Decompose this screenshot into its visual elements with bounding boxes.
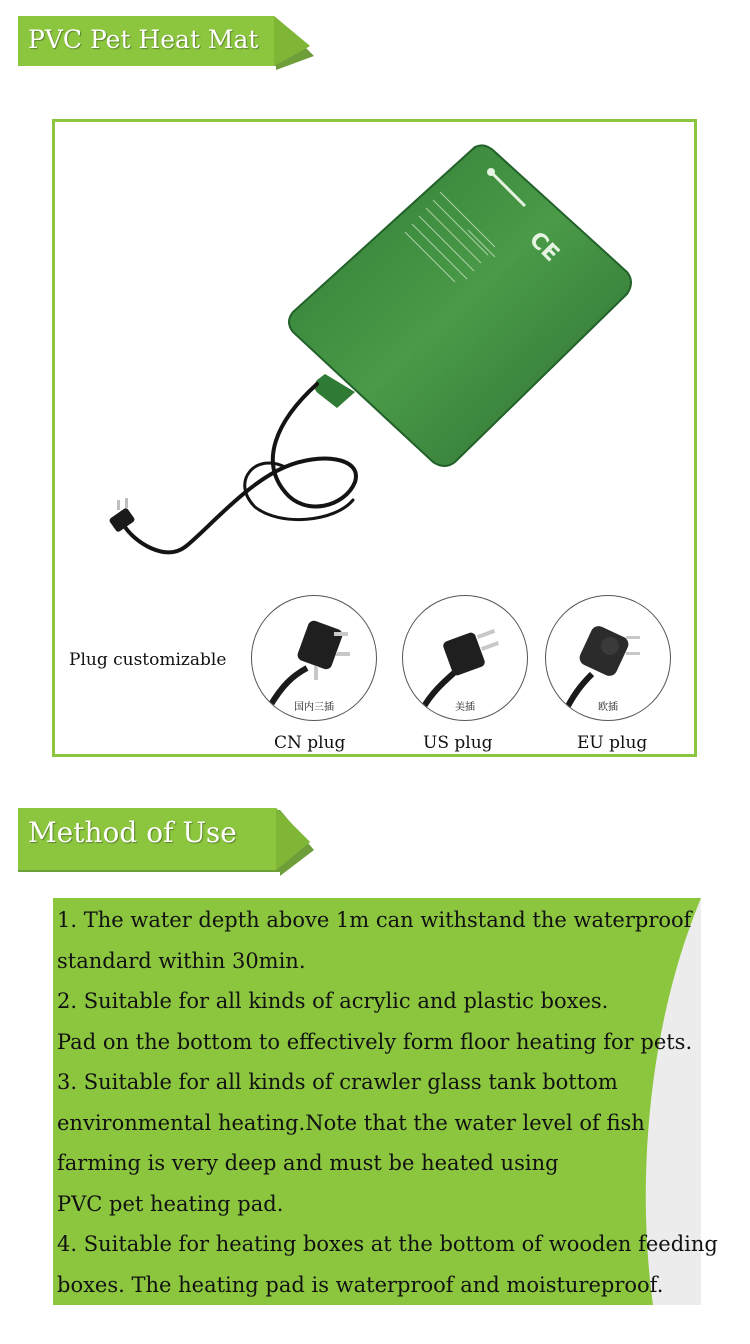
section-title: PVC Pet Heat Mat <box>28 25 259 54</box>
us-plug-option <box>402 595 528 721</box>
us-plug-tag: 美插 <box>455 702 475 713</box>
product-image-frame <box>52 119 697 757</box>
section-title: Method of Use <box>28 816 237 849</box>
method-line: PVC pet heating pad. <box>57 1191 284 1216</box>
method-line: 4. Suitable for heating boxes at the bottom of wooden feeding <box>57 1232 718 1256</box>
plug-customizable-label: Plug customizable <box>69 650 227 670</box>
cn-plug-option <box>251 595 377 721</box>
method-line: 2. Suitable for all kinds of acrylic and plastic boxes. <box>57 989 609 1013</box>
us-plug-label: US plug <box>423 733 493 753</box>
method-line: Pad on the bottom to effectively form floor heating for pets. <box>57 1029 693 1054</box>
method-line: farming is very deep and must be heated using <box>57 1151 559 1175</box>
ce-mark-icon: CE <box>524 227 564 267</box>
method-line: 3. Suitable for all kinds of crawler glass tank bottom <box>57 1070 618 1094</box>
cn-plug-tag: 国内三插 <box>294 702 334 713</box>
method-line: environmental heating.Note that the water level of fish <box>57 1110 645 1135</box>
method-line: 1. The water depth above 1m can withstand the waterproof <box>57 908 692 932</box>
section-banner-product <box>18 16 318 70</box>
method-line: standard within 30min. <box>57 948 306 973</box>
method-line: boxes. The heating pad is waterproof and moistureproof. <box>57 1272 664 1297</box>
eu-plug-option <box>545 595 671 721</box>
eu-plug-label: EU plug <box>577 733 648 753</box>
method-instructions <box>57 900 747 1305</box>
eu-plug-tag: 欧插 <box>598 702 618 713</box>
power-plug-icon <box>108 498 135 533</box>
section-banner-method <box>18 808 318 862</box>
cn-plug-label: CN plug <box>274 733 346 753</box>
